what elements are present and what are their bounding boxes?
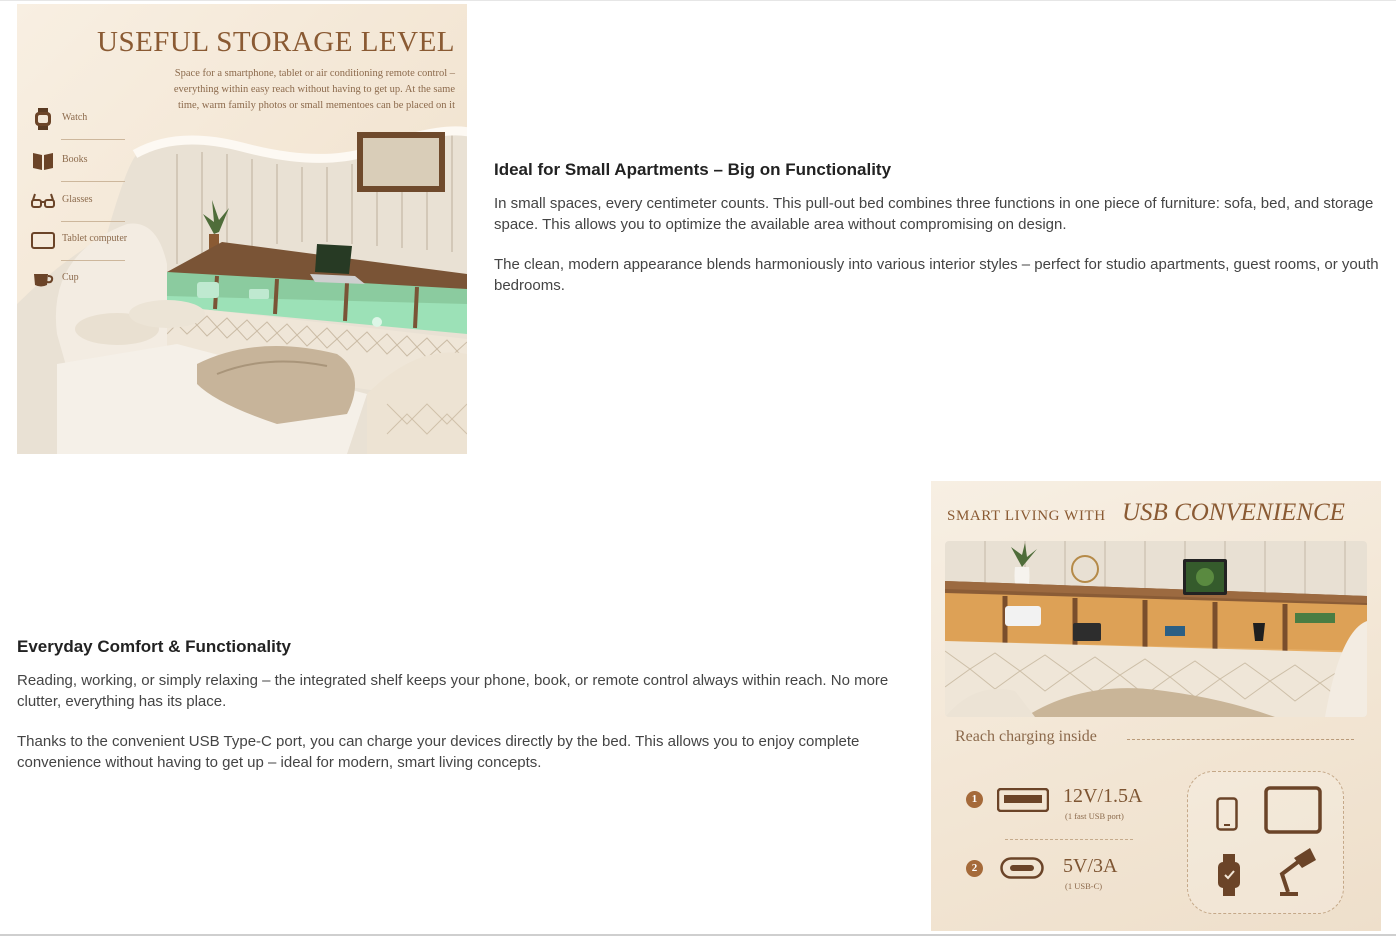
top-divider: [0, 0, 1396, 1]
section-paragraph: Thanks to the convenient USB Type-C port, you can charge your devices directly by the bed. This allows you to enjoy complete convenience without having to get up – ideal for modern, smart living concepts.: [17, 733, 860, 771]
cup-icon: [31, 267, 55, 291]
storage-level-product-image: [17, 4, 467, 454]
port-note: (1 USB-C): [1065, 881, 1103, 891]
section-heading: Everyday Comfort & Functionality: [17, 637, 291, 656]
section-heading: Ideal for Small Apartments – Big on Functionality: [494, 160, 892, 179]
divider: [61, 181, 125, 182]
image-title-small: SMART LIVING WITH: [947, 508, 1106, 524]
tablet-icon: [31, 228, 55, 252]
divider: [61, 260, 125, 261]
everyday-comfort-section: [17, 637, 917, 793]
usb-convenience-product-image: [931, 481, 1381, 931]
smartwatch-icon: [1216, 854, 1242, 896]
feature-label: Books: [62, 154, 88, 165]
feature-glasses: [31, 187, 141, 215]
desk-lamp-icon: [1274, 846, 1318, 896]
feature-label: Cup: [62, 272, 79, 283]
feature-cup: [31, 265, 141, 293]
usb-a-port-icon: [997, 788, 1049, 812]
feature-label: Tablet computer: [62, 233, 128, 244]
port-number-badge: 1: [966, 791, 983, 808]
dashed-divider: [1005, 839, 1133, 840]
feature-label: Glasses: [62, 194, 93, 205]
dashed-divider: [1127, 739, 1354, 740]
tablet-icon: [1264, 786, 1322, 834]
section-paragraph: In small spaces, every centimeter counts. This pull-out bed combines three functions in one piece of furniture: sofa, bed, and storage space. This allows you to optimize the available area without compromising on design.: [494, 195, 1374, 233]
small-apartments-section: [494, 160, 1389, 316]
port-number-badge: 2: [966, 860, 983, 877]
port-note: (1 fast USB port): [1065, 811, 1124, 821]
usb-c-port-icon: [1000, 857, 1044, 879]
port-spec: 12V/1.5A: [1063, 785, 1143, 807]
section-paragraph: Reading, working, or simply relaxing – the integrated shelf keeps your phone, book, or remote control always within reach. No more clutter, everything has its place.: [17, 672, 889, 710]
feature-watch: [31, 105, 141, 133]
watch-icon: [31, 107, 55, 131]
image-title: USEFUL STORAGE LEVEL: [97, 26, 455, 58]
devices-panel: [1187, 771, 1344, 914]
port-spec: 5V/3A: [1063, 855, 1118, 877]
feature-tablet: [31, 226, 141, 254]
headboard-shelf-photo: [945, 541, 1367, 717]
books-icon: [31, 149, 55, 173]
image-subtitle: Space for a smartphone, tablet or air conditioning remote control – everything within easy reach without having to get up. At the same time, warm family photos or small mementoes can be placed on it: [173, 68, 455, 111]
feature-label: Watch: [62, 112, 88, 123]
section-paragraph: The clean, modern appearance blends harmoniously into various interior styles – perfect for studio apartments, guest rooms, or youth bedrooms.: [494, 256, 1379, 294]
image-title-big: USB CONVENIENCE: [1122, 499, 1345, 526]
feature-books: [31, 147, 141, 175]
divider: [61, 139, 125, 140]
phone-icon: [1216, 797, 1238, 831]
divider: [61, 221, 125, 222]
charging-label: Reach charging inside: [955, 728, 1097, 745]
glasses-icon: [31, 189, 55, 213]
